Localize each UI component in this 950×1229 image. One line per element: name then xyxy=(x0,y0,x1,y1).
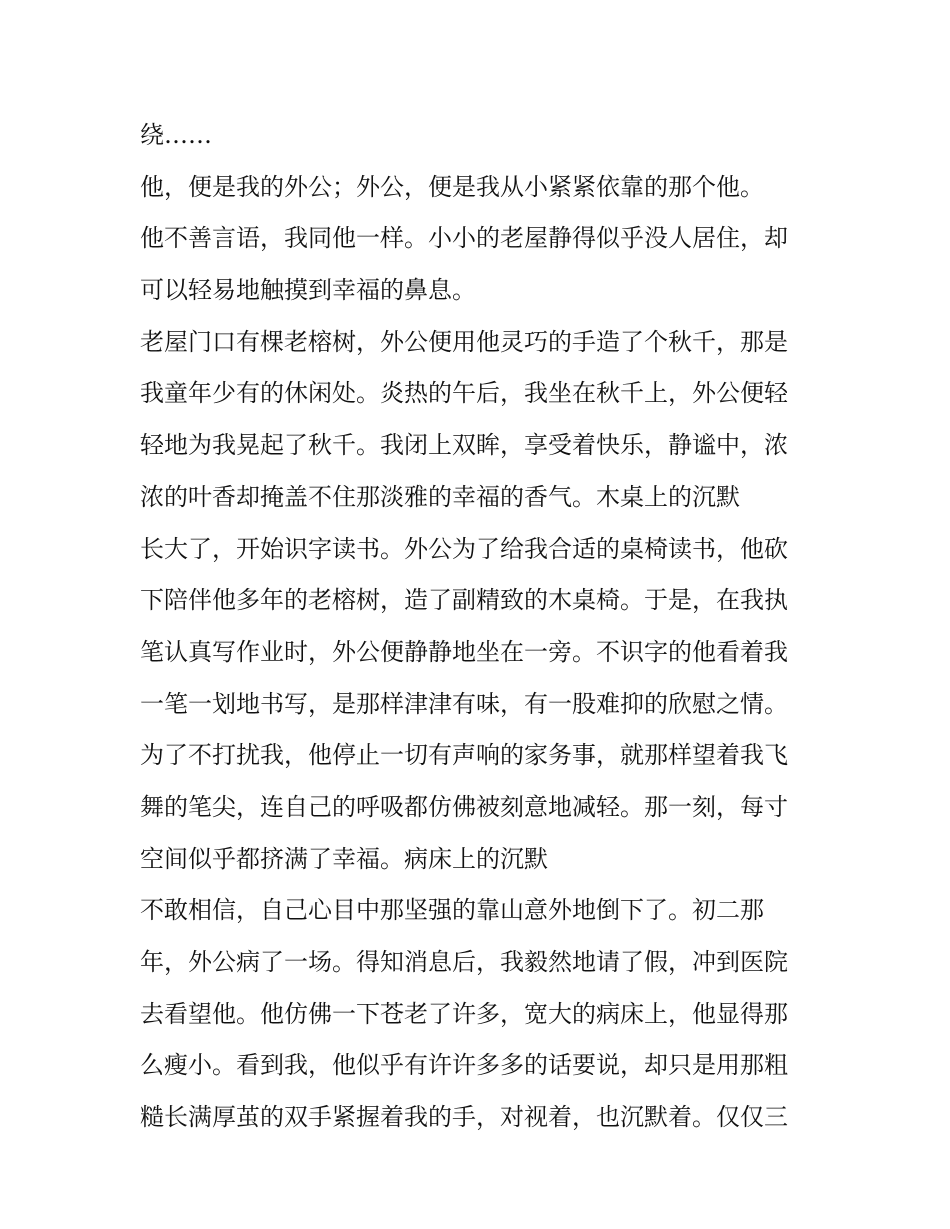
text-line: 他，便是我的外公；外公，便是我从小紧紧依靠的那个他。 xyxy=(140,172,764,201)
text-line: 轻地为我晃起了秋千。我闭上双眸，享受着快乐，静谧中，浓 xyxy=(140,431,788,460)
text-line: 我童年少有的休闲处。炎热的午后，我坐在秋千上，外公便轻 xyxy=(140,379,788,408)
text-line: 长大了，开始识字读书。外公为了给我合适的桌椅读书，他砍 xyxy=(140,534,788,563)
text-line: 下陪伴他多年的老榕树，造了副精致的木桌椅。于是，在我执 xyxy=(140,586,788,615)
text-line: 浓的叶香却掩盖不住那淡雅的幸福的香气。木桌上的沉默 xyxy=(140,482,740,511)
text-line: 年，外公病了一场。得知消息后，我毅然地请了假，冲到医院 xyxy=(140,948,788,976)
text-line: 可以轻易地触摸到幸福的鼻息。 xyxy=(140,276,476,305)
text-line: 他不善言语，我同他一样。小小的老屋静得似乎没人居住，却 xyxy=(140,224,788,253)
text-line: 一笔一划地书写，是那样津津有味，有一股难抑的欣慰之情。 xyxy=(140,689,788,718)
text-line: 糙长满厚茧的双手紧握着我的手，对视着，也沉默着。仅仅三 xyxy=(140,1103,788,1132)
text-line: 为了不打扰我，他停止一切有声响的家务事，就那样望着我飞 xyxy=(140,741,788,770)
text-line: 空间似乎都挤满了幸福。病床上的沉默 xyxy=(140,844,548,873)
text-line: 笔认真写作业时，外公便静静地坐在一旁。不识字的他看着我 xyxy=(140,637,788,666)
text-line: 老屋门口有棵老榕树，外公便用他灵巧的手造了个秋千，那是 xyxy=(140,327,788,356)
text-line: 么瘦小。看到我，他似乎有许许多多的话要说，却只是用那粗 xyxy=(140,1051,788,1080)
text-line: 舞的笔尖，连自己的呼吸都仿佛被刻意地减轻。那一刻，每寸 xyxy=(140,792,788,821)
text-line: 不敢相信，自己心目中那坚强的靠山意外地倒下了。初二那 xyxy=(140,896,764,925)
text-line: 绕…… xyxy=(140,121,212,149)
document-body xyxy=(140,110,820,1144)
text-line: 去看望他。他仿佛一下苍老了许多，宽大的病床上，他显得那 xyxy=(140,999,788,1028)
